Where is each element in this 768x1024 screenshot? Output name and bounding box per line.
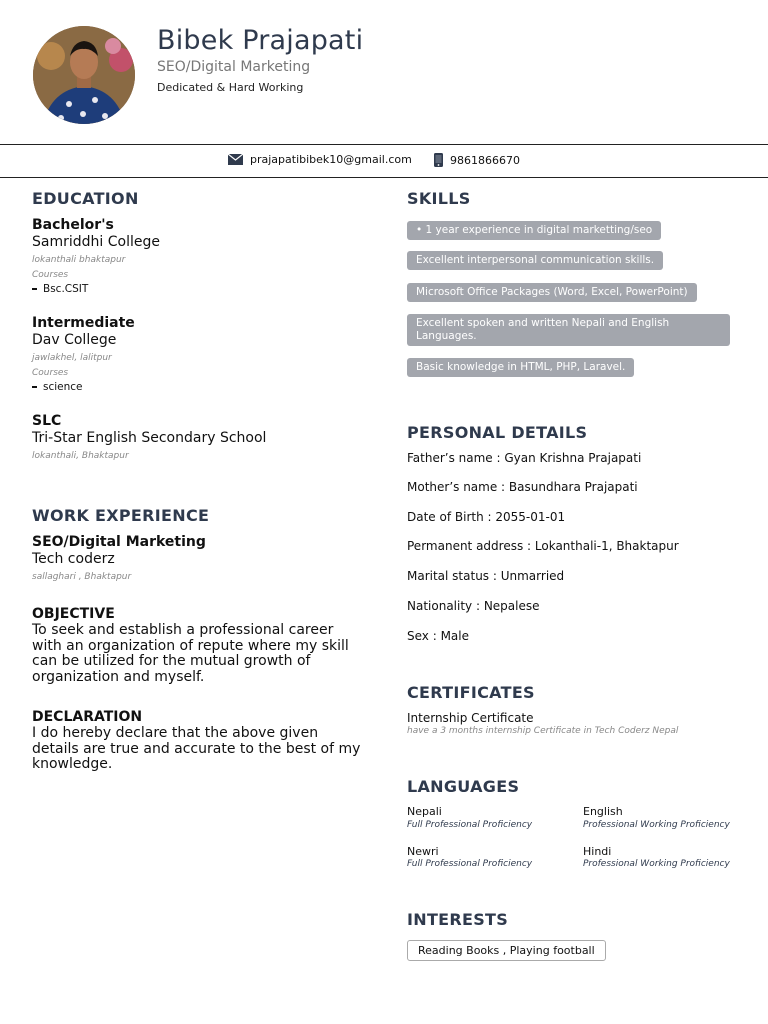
declaration-text: I do hereby declare that the above given details are true and accurate to the best of my knowledge. xyxy=(32,725,361,772)
language-name: Hindi xyxy=(583,845,612,858)
contact-phone[interactable] xyxy=(434,153,520,167)
candidate-role: SEO/Digital Marketing xyxy=(157,59,311,75)
certificates-heading: CERTIFICATES xyxy=(407,683,535,702)
language-name: English xyxy=(583,805,623,818)
interests-heading: INTERESTS xyxy=(407,910,509,929)
courses-label: Courses xyxy=(32,270,69,280)
education-degree: Intermediate xyxy=(32,315,135,331)
skill-tag: Excellent interpersonal communication skills. xyxy=(407,251,663,270)
course-item: science xyxy=(32,381,83,393)
languages-heading: LANGUAGES xyxy=(407,777,520,796)
language-level: Professional Working Proficiency xyxy=(583,859,730,869)
candidate-tagline: Dedicated & Hard Working xyxy=(157,81,304,94)
skill-tag: • 1 year experience in digital marketting/seo xyxy=(407,221,661,240)
language-level: Professional Working Proficiency xyxy=(583,820,730,830)
skill-tag: Microsoft Office Packages (Word, Excel, PowerPoint) xyxy=(407,283,697,302)
skill-tag: Basic knowledge in HTML, PHP, Laravel. xyxy=(407,358,634,377)
profile-photo xyxy=(33,26,135,124)
work-experience-heading: WORK EXPERIENCE xyxy=(32,506,210,525)
envelope-icon xyxy=(228,154,243,165)
work-location: sallaghari , Bhaktapur xyxy=(32,572,132,582)
certificate-description: have a 3 months internship Certificate in Tech Coderz Nepal xyxy=(407,726,679,736)
education-location: lokanthali bhaktapur xyxy=(32,255,126,265)
education-location: lokanthali, Bhaktapur xyxy=(32,451,129,461)
education-location: jawlakhel, lalitpur xyxy=(32,353,112,363)
education-heading: EDUCATION xyxy=(32,189,139,208)
personal-details-heading: PERSONAL DETAILS xyxy=(407,423,588,442)
personal-detail: Permanent address : Lokanthali-1, Bhaktapur xyxy=(407,539,679,553)
personal-detail: Date of Birth : 2055-01-01 xyxy=(407,510,566,524)
objective-heading: OBJECTIVE xyxy=(32,606,115,622)
work-company: Tech coderz xyxy=(32,551,115,567)
work-position: SEO/Digital Marketing xyxy=(32,534,206,550)
candidate-name: Bibek Prajapati xyxy=(157,25,364,56)
courses-label: Courses xyxy=(32,368,69,378)
personal-detail: Father’s name : Gyan Krishna Prajapati xyxy=(407,451,642,465)
personal-detail: Marital status : Unmarried xyxy=(407,569,565,583)
objective-text: To seek and establish a professional career with an organization of repute where my skill can be utilized for the mutual growth of organization and myself. xyxy=(32,622,349,685)
language-name: Newri xyxy=(407,845,439,858)
language-level: Full Professional Proficiency xyxy=(407,859,533,869)
skill-tag: Excellent spoken and written Nepali and English Languages. xyxy=(407,314,730,346)
skills-heading: SKILLS xyxy=(407,189,471,208)
declaration-heading: DECLARATION xyxy=(32,709,143,725)
language-level: Full Professional Proficiency xyxy=(407,820,533,830)
education-school: Dav College xyxy=(32,332,117,348)
certificate-name: Internship Certificate xyxy=(407,711,534,725)
course-item: Bsc.CSIT xyxy=(32,283,88,295)
language-name: Nepali xyxy=(407,805,442,818)
interest-tag: Reading Books , Playing football xyxy=(407,940,606,961)
mobile-phone-icon xyxy=(434,153,443,167)
email-text: prajapatibibek10@gmail.com xyxy=(250,153,412,166)
personal-detail: Sex : Male xyxy=(407,629,469,643)
personal-detail: Mother’s name : Basundhara Prajapati xyxy=(407,480,638,494)
education-school: Tri-Star English Secondary School xyxy=(32,430,267,446)
phone-text: 9861866670 xyxy=(450,153,520,167)
contact-email[interactable] xyxy=(228,153,412,166)
personal-detail: Nationality : Nepalese xyxy=(407,599,540,613)
education-degree: Bachelor's xyxy=(32,217,114,233)
contact-bar xyxy=(0,144,768,178)
education-school: Samriddhi College xyxy=(32,234,160,250)
education-degree: SLC xyxy=(32,413,62,429)
